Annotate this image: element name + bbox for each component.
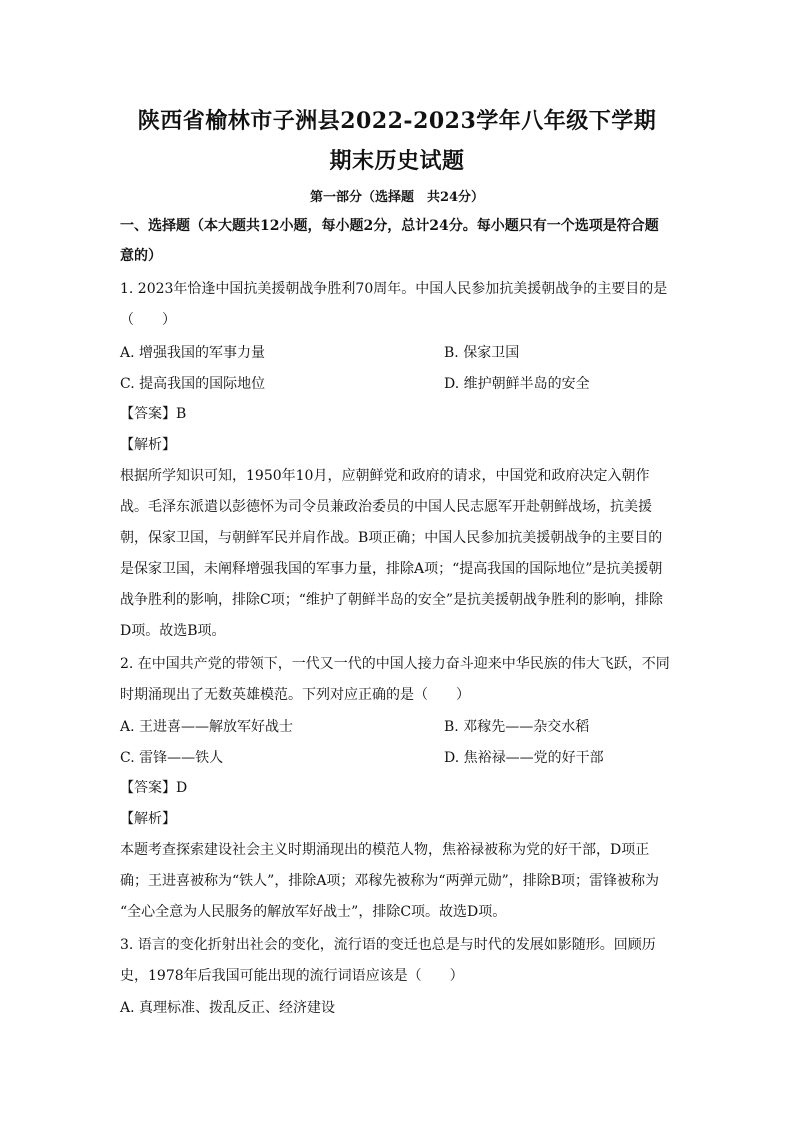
q2-option-d: D. 焦裕禄——党的好干部 (444, 750, 604, 766)
exam-title-line2: 期末历史试题 (329, 148, 465, 174)
q2-answer: 【答案】D (120, 780, 188, 796)
q1-analysis-line-6: D项。故选B项。 (120, 623, 226, 639)
exam-title-line1: 陕西省榆林市子洲县2022-2023学年八年级下学期 (137, 108, 657, 134)
q2-option-a: A. 王进喜——解放军好战士 (120, 719, 294, 735)
q2-analysis-line-2: 确；王进喜被称为“铁人”，排除A项；邓稼先被称为“两弹元勋”，排除B项；雷锋被称为 (120, 873, 660, 889)
q1-option-d: D. 维护朝鲜半岛的安全 (444, 376, 590, 392)
q1-analysis-line-2: 战。毛泽东派遣以彭德怀为司令员兼政治委员的中国人民志愿军开赴朝鲜战场，抗美援 (120, 499, 652, 515)
q1-stem-line-2: （ ） (120, 312, 176, 328)
q1-analysis-line-3: 朝，保家卫国，与朝鲜军民并肩作战。B项正确；中国人民参加抗美援朝战争的主要目的 (120, 530, 663, 546)
q1-answer: 【答案】B (120, 406, 187, 422)
instructions-line-2: 意的） (120, 248, 162, 264)
q2-analysis-label: 【解析】 (120, 811, 176, 827)
q2-option-c: C. 雷锋——铁人 (120, 750, 224, 766)
q2-stem-line-2: 时期涌现出了无数英雄模范。下列对应正确的是（ ） (120, 687, 470, 703)
q3-option-a: A. 真理标准、拨乱反正、经济建设 (120, 1000, 336, 1016)
q1-analysis-line-1: 根据所学知识可知，1950年10月，应朝鲜党和政府的请求，中国党和政府决定入朝作 (120, 468, 650, 484)
q1-stem-line-1: 1. 2023年恰逢中国抗美援朝战争胜利70周年。中国人民参加抗美援朝战争的主要目的是 (120, 281, 668, 297)
q1-option-c: C. 提高我国的国际地位 (120, 376, 266, 392)
q3-stem-line-1: 3. 语言的变化折射出社会的变化，流行语的变迁也总是与时代的发展如影随形。回顾历 (120, 937, 656, 953)
q2-stem-line-1: 2. 在中国共产党的带领下，一代又一代的中国人接力奋斗迎来中华民族的伟大飞跃，不同 (120, 656, 670, 672)
q3-stem-line-2: 史，1978年后我国可能出现的流行词语应该是（ ） (120, 968, 464, 984)
q1-analysis-line-4: 是保家卫国，未阐释增强我国的军事力量，排除A项；“提高我国的国际地位”是抗美援朝 (120, 561, 663, 577)
q1-option-b: B. 保家卫国 (444, 345, 520, 361)
q1-option-a: A. 增强我国的军事力量 (120, 345, 266, 361)
q2-analysis-line-1: 本题考查探索建设社会主义时期涌现出的模范人物，焦裕禄被称为党的好干部，D项正 (120, 842, 650, 858)
q1-analysis-label: 【解析】 (120, 437, 176, 453)
q2-option-b: B. 邓稼先——杂交水稻 (444, 719, 590, 735)
section-heading: 第一部分（选择题 共24分） (309, 190, 485, 205)
q2-analysis-line-3: “全心全意为人民服务的解放军好战士”，排除C项。故选D项。 (120, 904, 507, 920)
q1-analysis-line-5: 战争胜利的影响，排除C项；“维护了朝鲜半岛的安全”是抗美援朝战争胜利的影响，排除 (120, 592, 664, 608)
instructions-line-1: 一、选择题（本大题共12小题，每小题2分，总计24分。每小题只有一个选项是符合题 (120, 218, 659, 234)
